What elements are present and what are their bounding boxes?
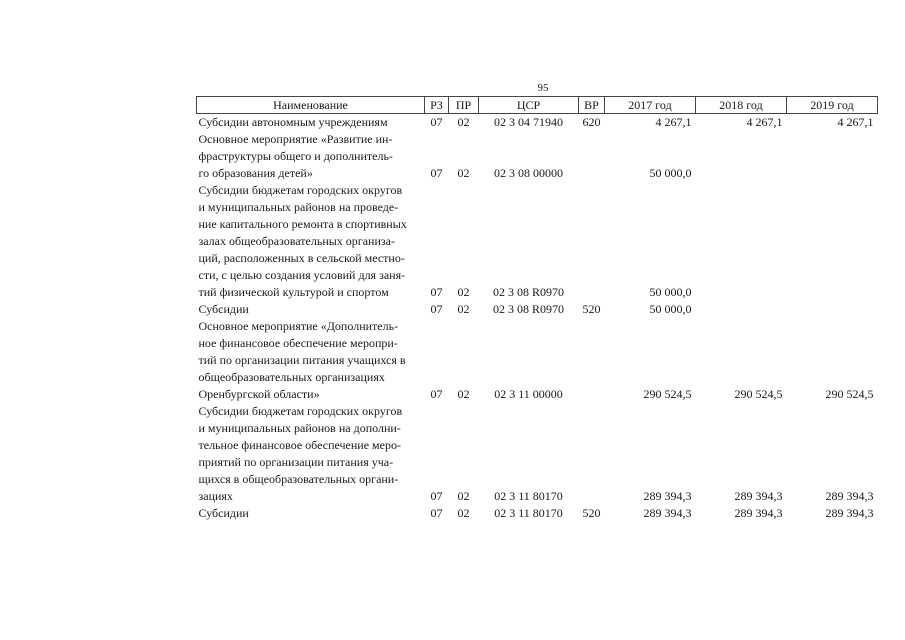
cell-vr: 520 bbox=[582, 506, 601, 520]
cell-2019 bbox=[787, 131, 878, 182]
cell-2018: 4 267,1 bbox=[746, 115, 783, 129]
cell-2019 bbox=[787, 182, 878, 301]
cell-2019: 4 267,1 bbox=[837, 115, 874, 129]
name-line: Оренбургской области» bbox=[198, 387, 320, 401]
name-line: Субсидии bbox=[198, 506, 249, 520]
cell-csr: 02 3 08 R0970 bbox=[492, 302, 564, 316]
cell-csr: 02 3 08 00000 bbox=[494, 166, 563, 180]
name-line: фраструктуры общего и дополнитель- bbox=[198, 149, 393, 163]
cell-csr: 02 3 11 00000 bbox=[494, 387, 563, 401]
cell-rz: 07 bbox=[430, 302, 443, 316]
name-line: зациях bbox=[198, 489, 233, 503]
header-name: Наименование bbox=[197, 97, 425, 114]
cell-pr: 02 bbox=[457, 489, 470, 503]
name-line: Субсидии автономным учреждениям bbox=[198, 115, 388, 129]
cell-name bbox=[197, 301, 425, 318]
table-row bbox=[197, 505, 878, 522]
cell-2018: 290 524,5 bbox=[734, 387, 783, 401]
table-row bbox=[197, 301, 878, 318]
cell-pr: 02 bbox=[457, 506, 470, 520]
cell-2017: 50 000,0 bbox=[649, 166, 692, 180]
cell-2017: 290 524,5 bbox=[643, 387, 692, 401]
cell-name bbox=[197, 403, 425, 505]
cell-csr: 02 3 11 80170 bbox=[494, 506, 563, 520]
table-header-row bbox=[197, 97, 878, 114]
cell-vr bbox=[579, 318, 605, 403]
cell-2018 bbox=[696, 131, 787, 182]
cell-vr: 520 bbox=[582, 302, 601, 316]
name-line: го образования детей» bbox=[198, 166, 313, 180]
cell-name bbox=[197, 131, 425, 182]
name-line: ций, расположенных в сельской местно- bbox=[198, 251, 405, 265]
name-line: залах общеобразовательных организа- bbox=[198, 234, 395, 248]
name-line: тий физической культурой и спортом bbox=[198, 285, 389, 299]
cell-2017: 50 000,0 bbox=[649, 285, 692, 299]
cell-csr: 02 3 11 80170 bbox=[494, 489, 563, 503]
name-line: тий по организации питания учащихся в bbox=[198, 353, 406, 367]
header-pr: ПР bbox=[449, 97, 479, 114]
cell-rz: 07 bbox=[430, 489, 443, 503]
header-2019: 2019 год bbox=[787, 97, 878, 114]
cell-pr: 02 bbox=[457, 285, 470, 299]
cell-rz: 07 bbox=[430, 387, 443, 401]
cell-2019: 290 524,5 bbox=[825, 387, 874, 401]
header-2018: 2018 год bbox=[696, 97, 787, 114]
cell-csr: 02 3 04 71940 bbox=[494, 115, 563, 129]
name-line: Основное мероприятие «Развитие ин- bbox=[198, 132, 393, 146]
cell-vr bbox=[579, 403, 605, 505]
cell-vr bbox=[579, 182, 605, 301]
cell-2019: 289 394,3 bbox=[825, 506, 874, 520]
header-2017: 2017 год bbox=[605, 97, 696, 114]
name-line: и муниципальных районов на дополни- bbox=[198, 421, 401, 435]
name-line: и муниципальных районов на проведе- bbox=[198, 200, 399, 214]
cell-vr bbox=[579, 131, 605, 182]
cell-pr: 02 bbox=[457, 115, 470, 129]
cell-pr: 02 bbox=[457, 302, 470, 316]
cell-2019: 289 394,3 bbox=[825, 489, 874, 503]
cell-2017: 289 394,3 bbox=[643, 506, 692, 520]
cell-2018: 289 394,3 bbox=[734, 506, 783, 520]
name-line: сти, с целью создания условий для заня- bbox=[198, 268, 406, 282]
cell-csr: 02 3 08 R0970 bbox=[492, 285, 564, 299]
cell-2017: 50 000,0 bbox=[649, 302, 692, 316]
cell-2019 bbox=[787, 301, 878, 318]
table-row bbox=[197, 403, 878, 505]
cell-rz: 07 bbox=[430, 285, 443, 299]
name-line: Субсидии бюджетам городских округов bbox=[198, 183, 403, 197]
cell-name bbox=[197, 114, 425, 132]
cell-pr: 02 bbox=[457, 166, 470, 180]
table-row bbox=[197, 318, 878, 403]
cell-2018 bbox=[696, 182, 787, 301]
table-row bbox=[197, 114, 878, 132]
name-line: общеобразовательных организациях bbox=[198, 370, 385, 384]
cell-rz: 07 bbox=[430, 506, 443, 520]
name-line: приятий по организации питания уча- bbox=[198, 455, 394, 469]
table-row bbox=[197, 182, 878, 301]
table-row bbox=[197, 131, 878, 182]
name-line: тельное финансовое обеспечение меро- bbox=[198, 438, 401, 452]
page-number: 95 bbox=[537, 82, 549, 94]
name-line: ное финансовое обеспечение меропри- bbox=[198, 336, 398, 350]
cell-name bbox=[197, 182, 425, 301]
cell-2018: 289 394,3 bbox=[734, 489, 783, 503]
table-body bbox=[197, 114, 878, 523]
cell-name bbox=[197, 505, 425, 522]
budget-table bbox=[196, 96, 878, 522]
cell-2017: 4 267,1 bbox=[655, 115, 692, 129]
name-line: ние капитального ремонта в спортивных bbox=[198, 217, 407, 231]
cell-pr: 02 bbox=[457, 387, 470, 401]
header-rz: РЗ bbox=[425, 97, 449, 114]
name-line: щихся в общеобразовательных органи- bbox=[198, 472, 399, 486]
name-line: Основное мероприятие «Дополнитель- bbox=[198, 319, 399, 333]
cell-vr: 620 bbox=[582, 115, 601, 129]
cell-rz: 07 bbox=[430, 166, 443, 180]
header-csr: ЦСР bbox=[479, 97, 579, 114]
name-line: Субсидии bbox=[198, 302, 249, 316]
header-vr: ВР bbox=[579, 97, 605, 114]
cell-name bbox=[197, 318, 425, 403]
cell-rz: 07 bbox=[430, 115, 443, 129]
cell-2018 bbox=[696, 301, 787, 318]
cell-2017: 289 394,3 bbox=[643, 489, 692, 503]
name-line: Субсидии бюджетам городских округов bbox=[198, 404, 403, 418]
